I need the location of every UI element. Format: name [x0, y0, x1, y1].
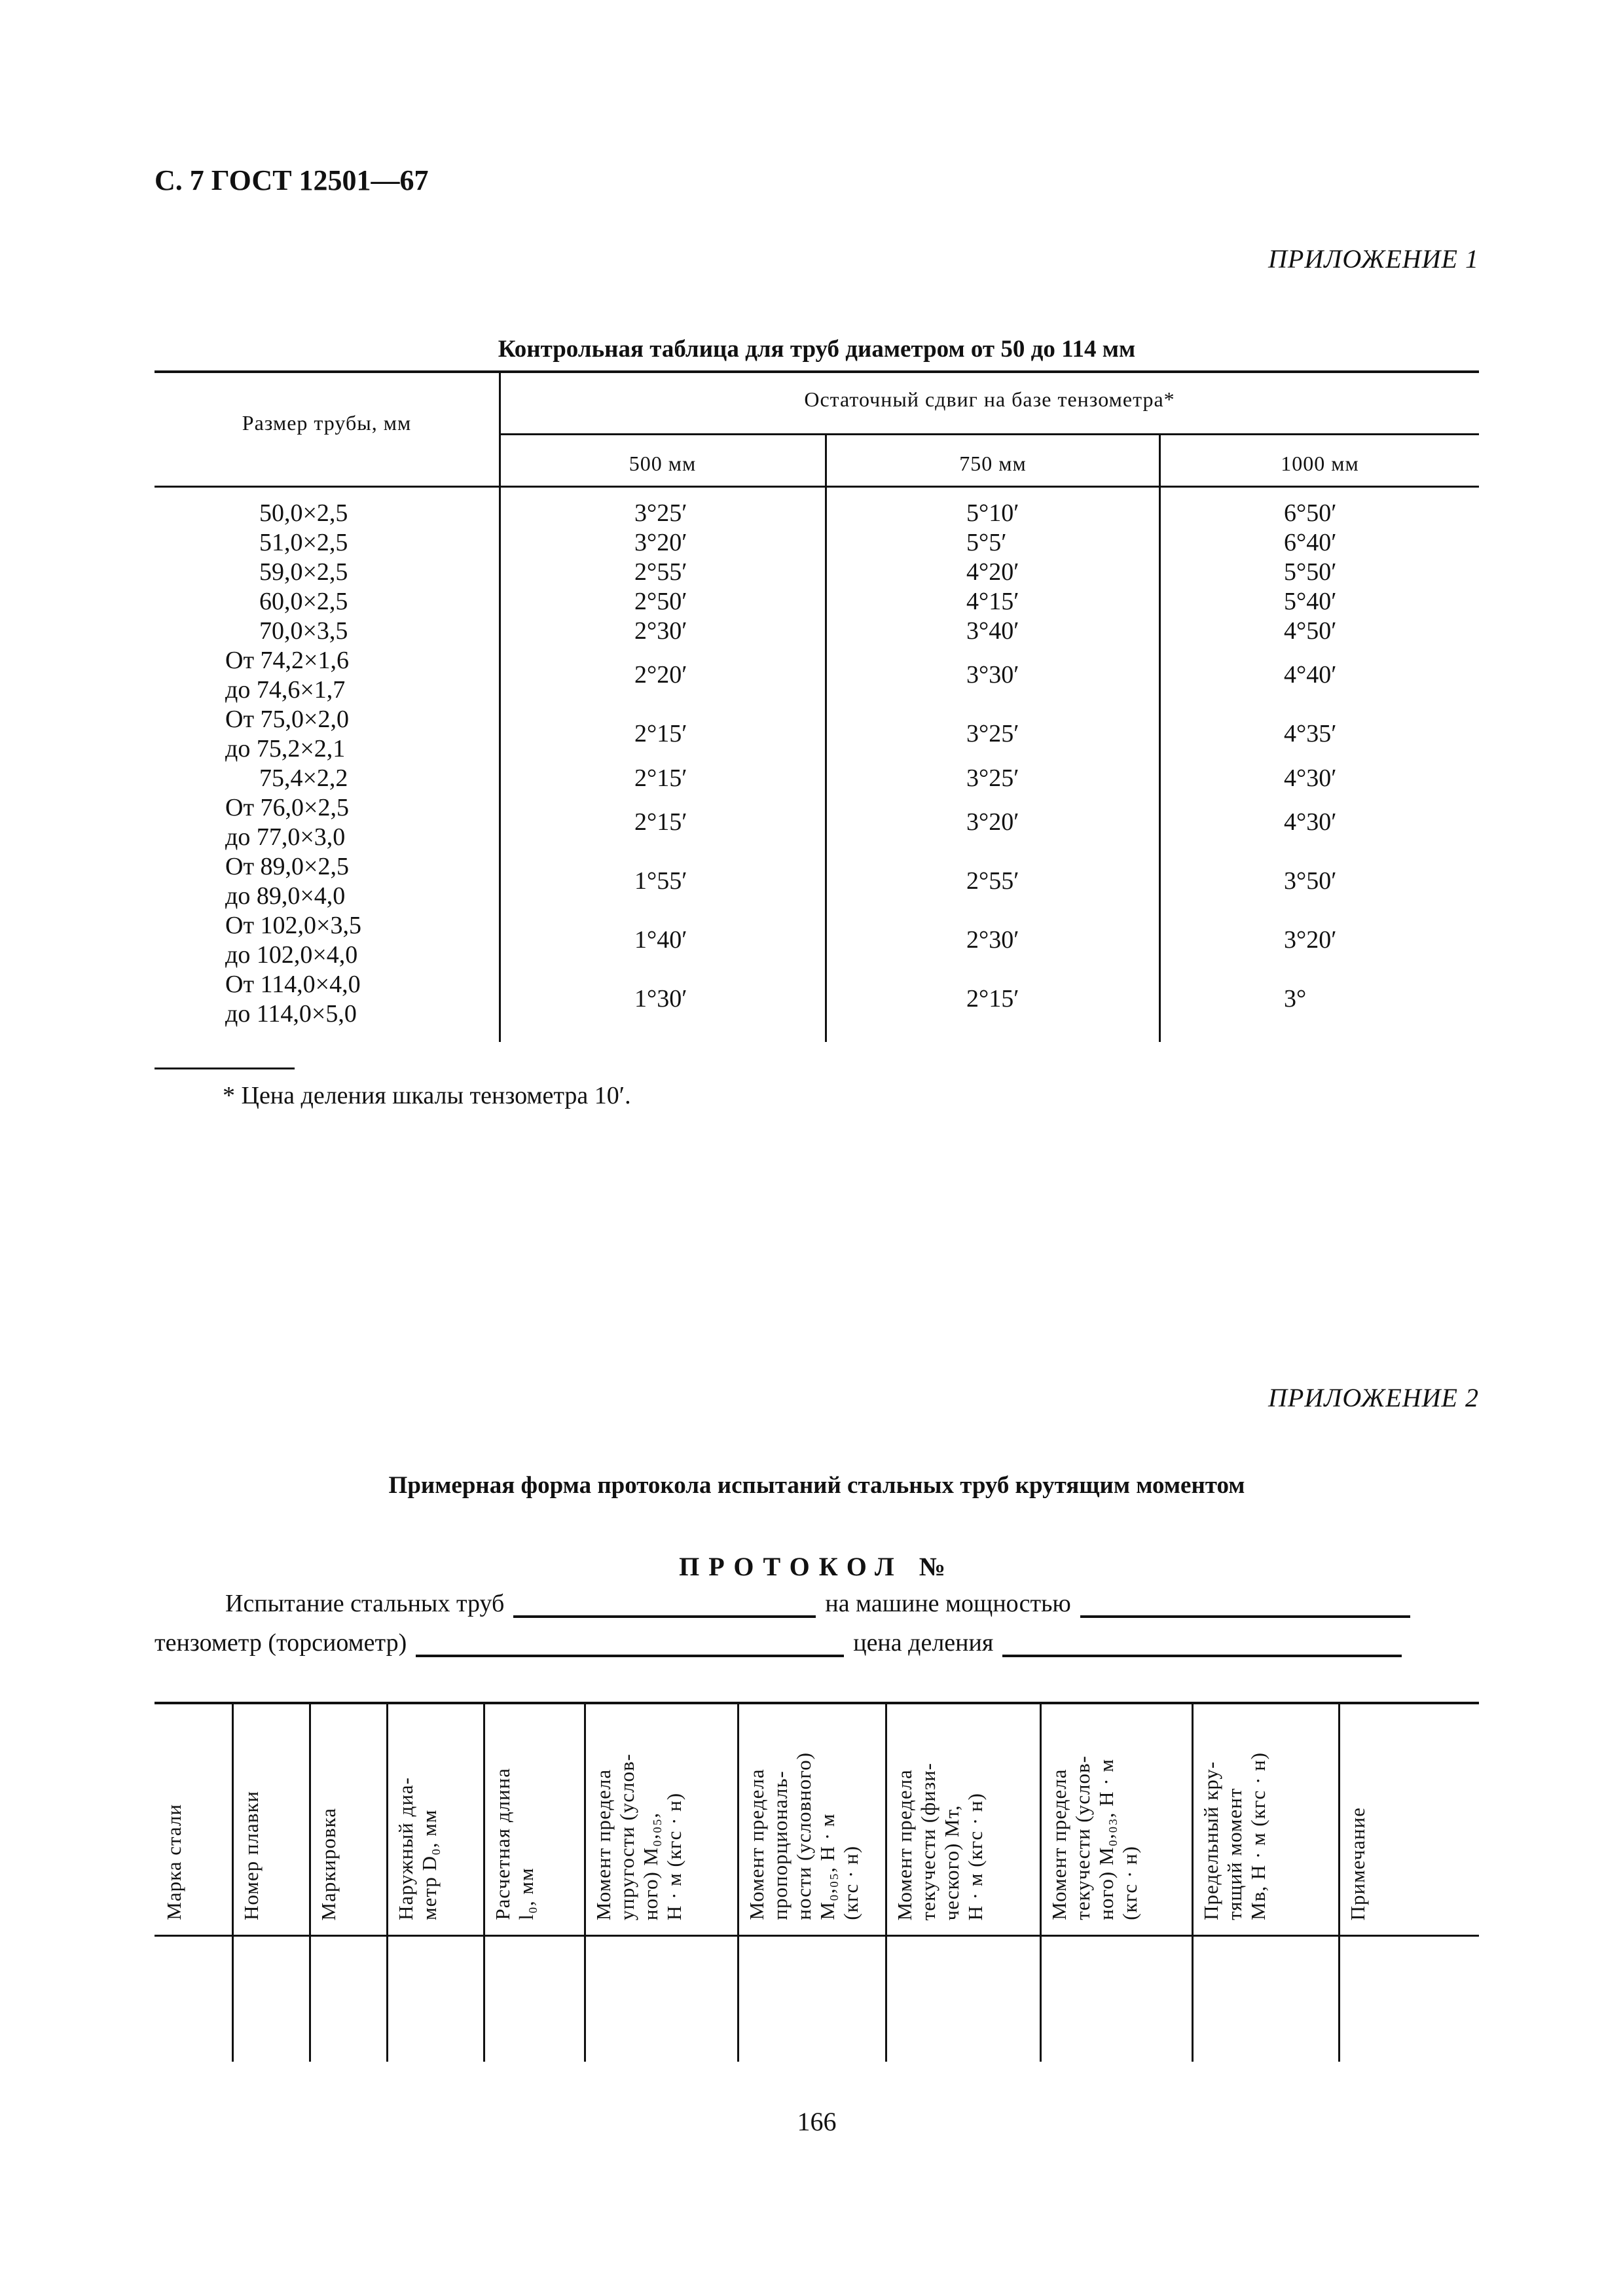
pipe-size-line: 75,4×2,2	[259, 764, 348, 792]
protocol-column-header	[491, 1702, 583, 1935]
label-scale-division: цена деления	[853, 1629, 994, 1657]
protocol-column-label: Примечание	[1346, 1806, 1369, 1920]
pipe-size	[259, 499, 626, 528]
shift-value: 3°25′	[966, 720, 1019, 747]
pipe-size-line: От 75,0×2,0	[225, 706, 349, 733]
pipe-size-line: 59,0×2,5	[259, 558, 348, 586]
blank-tensometer[interactable]	[416, 1635, 844, 1657]
blank-scale-division[interactable]	[1002, 1635, 1402, 1657]
header-residual-shift: Остаточный сдвиг на базе тензометра*	[804, 387, 1175, 411]
header-size: Размер трубы, мм	[242, 411, 412, 435]
protocol-column-header	[745, 1702, 884, 1935]
shift-value: 4°15′	[966, 588, 1019, 615]
table-row	[155, 705, 1479, 764]
label-pipe-test: Испытание стальных труб	[225, 1590, 505, 1617]
pipe-size	[225, 793, 592, 852]
shift-value: 2°30′	[634, 617, 687, 645]
shift-value: 2°50′	[634, 588, 687, 615]
pipe-size-line: 50,0×2,5	[259, 499, 348, 527]
shift-value: 3°25′	[966, 764, 1019, 792]
header-base-750: 750 мм	[959, 452, 1027, 475]
shift-value: 4°50′	[1284, 617, 1337, 645]
pipe-size	[225, 646, 592, 705]
header-base-500: 500 мм	[629, 452, 697, 475]
pipe-size-line: до 114,0×5,0	[225, 1000, 357, 1028]
label-machine-power: на машине мощностью	[825, 1590, 1071, 1617]
protocol-column-header	[240, 1702, 308, 1935]
shift-value: 5°50′	[1284, 558, 1337, 586]
page-header: С. 7 ГОСТ 12501—67	[155, 164, 429, 196]
pipe-size	[259, 617, 626, 646]
shift-value: 4°30′	[1284, 808, 1337, 836]
pipe-size-line: до 89,0×4,0	[225, 882, 346, 910]
table-row	[155, 558, 1479, 587]
shift-value: 2°20′	[634, 661, 687, 689]
shift-value: 3°30′	[966, 661, 1019, 689]
protocol-column-divider	[1040, 1702, 1042, 2062]
shift-value: 2°15′	[634, 720, 687, 747]
protocol-column-label: Момент предела упругости (услов- ного) M₀,₀₅, Н · м (кгс · н)	[592, 1753, 685, 1920]
form-line-2	[155, 1628, 1402, 1657]
pipe-size-line: От 76,0×2,5	[225, 794, 349, 821]
pipe-size	[259, 528, 626, 558]
shift-value: 1°30′	[634, 985, 687, 1013]
shift-value: 5°5′	[966, 529, 1007, 556]
table-1-title: Контрольная таблица для труб диаметром от 50 до 114 мм	[498, 336, 1136, 363]
pipe-size-line: От 89,0×2,5	[225, 853, 349, 880]
protocol-column-label: Момент предела текучести (физи- ческого) Mт, Н · м (кгс · н)	[893, 1762, 987, 1920]
label-tensometer: тензометр (торсиометр)	[155, 1629, 407, 1657]
protocol-column-label: Марка стали	[162, 1804, 185, 1920]
shift-value: 4°20′	[966, 558, 1019, 586]
protocol-column-divider	[737, 1702, 739, 2062]
pipe-size	[225, 852, 592, 911]
shift-value: 3°20′	[634, 529, 687, 556]
form-line-1	[225, 1589, 1410, 1618]
shift-value: 4°40′	[1284, 661, 1337, 689]
footnote-rule	[155, 1067, 295, 1069]
shift-value: 1°55′	[634, 867, 687, 895]
blank-pipe-test[interactable]	[513, 1596, 816, 1618]
protocol-column-label: Номер плавки	[240, 1790, 263, 1920]
appendix-2-label: ПРИЛОЖЕНИЕ 2	[1268, 1383, 1479, 1412]
shift-value: 1°40′	[634, 926, 687, 954]
shift-value: 3°50′	[1284, 867, 1337, 895]
appendix-1-label: ПРИЛОЖЕНИЕ 1	[1268, 244, 1479, 274]
pipe-size-line: 51,0×2,5	[259, 529, 348, 556]
shift-value: 2°15′	[966, 985, 1019, 1013]
protocol-column-label: Предельный кру- тящий момент Mв, Н · м (кгс · н)	[1199, 1752, 1269, 1920]
pipe-size-line: 70,0×3,5	[259, 617, 348, 645]
pipe-size	[259, 764, 626, 793]
table-row	[155, 764, 1479, 793]
pipe-size-line: От 102,0×3,5	[225, 912, 361, 939]
protocol-column-header	[1199, 1702, 1337, 1935]
shift-value: 3°20′	[1284, 926, 1337, 954]
table-row	[155, 646, 1479, 705]
pipe-size	[225, 911, 592, 970]
shift-value: 4°35′	[1284, 720, 1337, 747]
table-row	[155, 852, 1479, 911]
table-rule-group	[500, 433, 1479, 435]
header-base-1000: 1000 мм	[1281, 452, 1359, 475]
shift-value: 3°25′	[634, 499, 687, 527]
protocol-column-header	[1048, 1702, 1190, 1935]
page-number: 166	[797, 2107, 837, 2136]
protocol-column-divider	[232, 1702, 234, 2062]
shift-value: 6°40′	[1284, 529, 1337, 556]
protocol-column-header	[394, 1702, 482, 1935]
protocol-column-header	[162, 1702, 230, 1935]
shift-value: 2°55′	[634, 558, 687, 586]
pipe-size-line: до 102,0×4,0	[225, 941, 358, 969]
shift-value: 2°55′	[966, 867, 1019, 895]
pipe-size	[225, 705, 592, 764]
shift-value: 4°30′	[1284, 764, 1337, 792]
shift-value: 2°15′	[634, 764, 687, 792]
protocol-column-divider	[885, 1702, 887, 2062]
protocol-column-label: Маркировка	[317, 1807, 340, 1920]
protocol-rule-header	[155, 1935, 1479, 1937]
pipe-size-line: до 77,0×3,0	[225, 823, 346, 851]
table-row	[155, 911, 1479, 970]
pipe-size-line: 60,0×2,5	[259, 588, 348, 615]
table-row	[155, 970, 1479, 1029]
protocol-column-label: Момент предела текучести (услов- ного) M₀,₀₃, Н · м (кгс · н)	[1048, 1755, 1141, 1920]
table-row	[155, 528, 1479, 558]
pipe-size	[259, 558, 626, 587]
protocol-table	[155, 1702, 1479, 2062]
shift-value: 3°	[1284, 985, 1307, 1013]
table-row	[155, 587, 1479, 617]
blank-machine-power[interactable]	[1080, 1596, 1410, 1618]
shift-value: 2°30′	[966, 926, 1019, 954]
shift-value: 2°15′	[634, 808, 687, 836]
shift-value: 3°20′	[966, 808, 1019, 836]
protocol-column-header	[1346, 1702, 1478, 1935]
pipe-size-line: до 74,6×1,7	[225, 676, 346, 704]
table-row	[155, 793, 1479, 852]
protocol-column-divider	[1338, 1702, 1340, 2062]
protocol-column-header	[317, 1702, 385, 1935]
shift-value: 5°40′	[1284, 588, 1337, 615]
pipe-size	[259, 587, 626, 617]
shift-value: 5°10′	[966, 499, 1019, 527]
table-rule-header	[155, 486, 1479, 488]
pipe-size-line: От 114,0×4,0	[225, 971, 361, 998]
table-row	[155, 499, 1479, 528]
protocol-column-header	[893, 1702, 1038, 1935]
protocol-column-divider	[1192, 1702, 1194, 2062]
protocol-heading: ПРОТОКОЛ №	[679, 1552, 955, 1581]
protocol-column-divider	[483, 1702, 485, 2062]
protocol-column-label: Наружный диа- метр D₀, мм	[394, 1777, 441, 1920]
shift-value: 3°40′	[966, 617, 1019, 645]
pipe-size-line: От 74,2×1,6	[225, 647, 349, 674]
pipe-size-line: до 75,2×2,1	[225, 735, 346, 762]
protocol-column-label: Расчетная длина l₀, мм	[491, 1768, 538, 1920]
protocol-column-divider	[386, 1702, 388, 2062]
footnote: * Цена деления шкалы тензометра 10′.	[223, 1082, 631, 1109]
table-rule-top	[155, 370, 1479, 373]
shift-value: 6°50′	[1284, 499, 1337, 527]
protocol-column-label: Момент предела пропорциональ- ности (условного) M₀,₀₅, Н · м (кгс · н)	[745, 1752, 862, 1920]
protocol-column-divider	[309, 1702, 311, 2062]
table-row	[155, 617, 1479, 646]
protocol-form-title: Примерная форма протокола испытаний стальных труб крутящим моментом	[388, 1472, 1245, 1499]
pipe-size	[225, 970, 592, 1029]
protocol-column-divider	[584, 1702, 586, 2062]
protocol-column-header	[592, 1702, 736, 1935]
